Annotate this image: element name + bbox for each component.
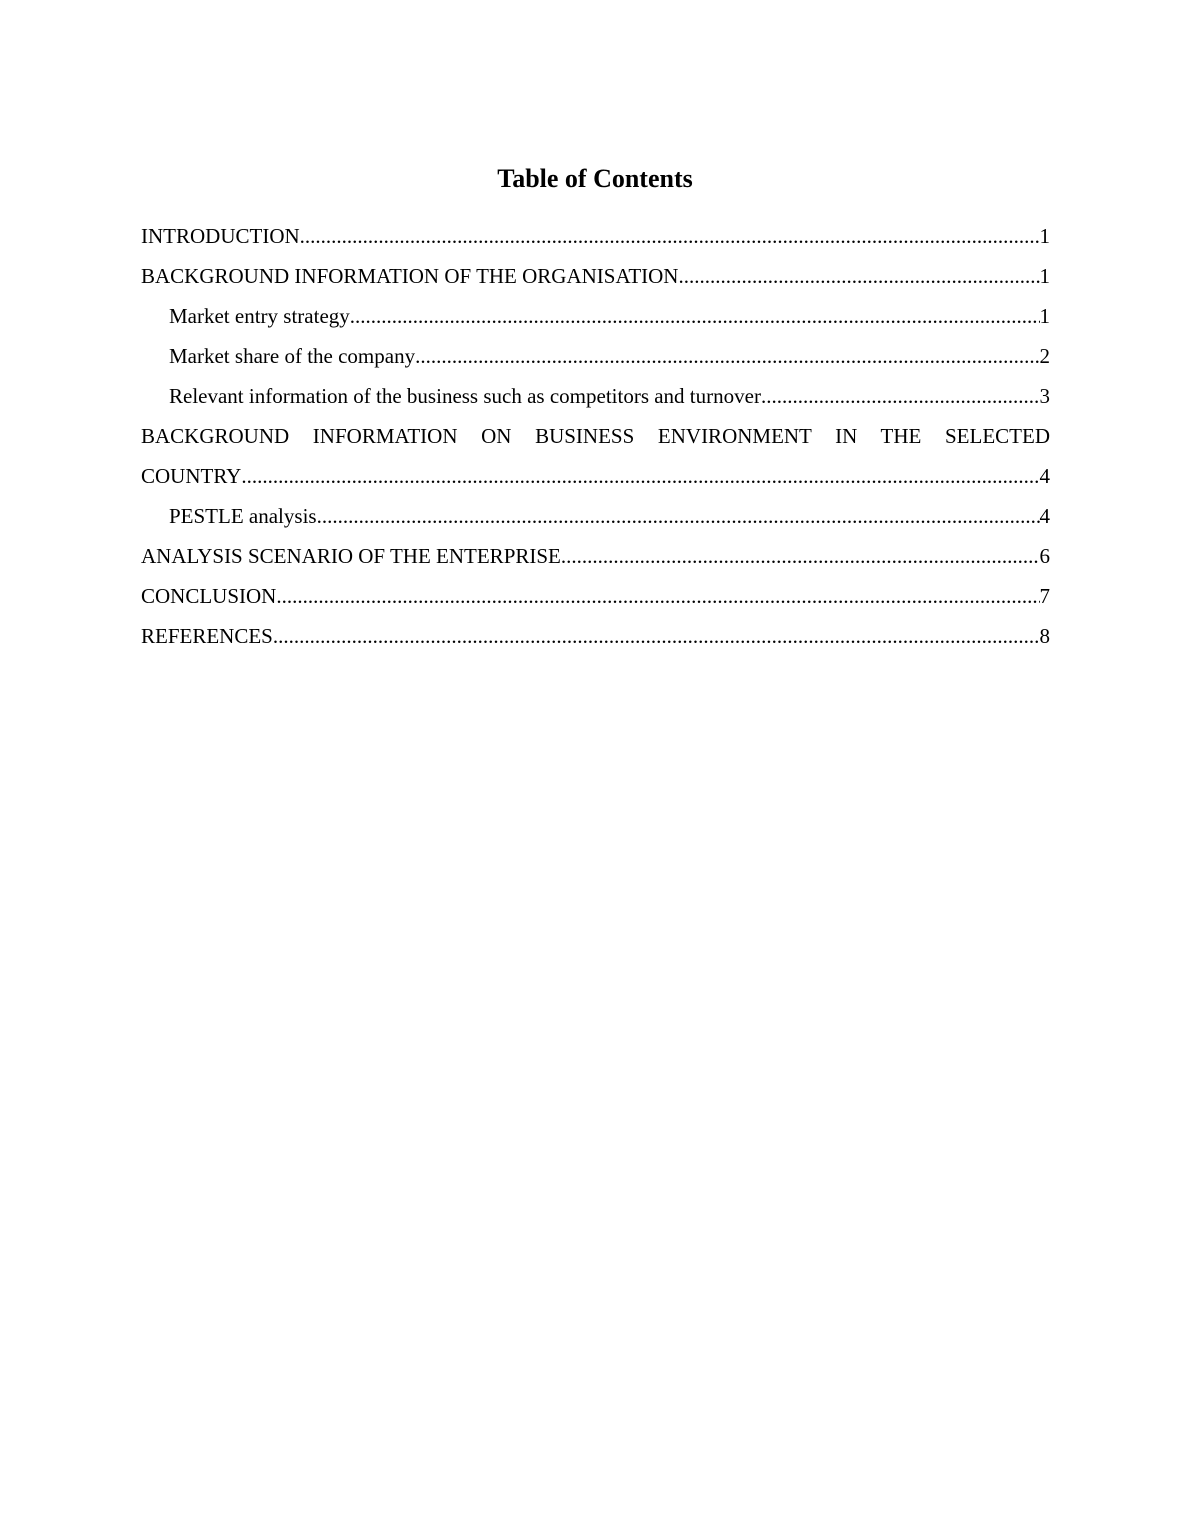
toc-entry-references[interactable] (141, 616, 1050, 656)
toc-entry-label: BACKGROUND INFORMATION ON BUSINESS ENVIRONMENT IN THE SELECTED (141, 424, 1050, 448)
toc-entry-label: BACKGROUND INFORMATION OF THE ORGANISATION (141, 264, 679, 288)
toc-page-number: 7 (1039, 584, 1050, 608)
toc-entry-label: INTRODUCTION (141, 224, 300, 248)
toc-entry-pestle-analysis[interactable] (141, 496, 1050, 536)
toc-entry-relevant-information[interactable] (141, 376, 1050, 416)
toc-entry-background-organisation[interactable] (141, 256, 1050, 296)
toc-page-number: 6 (1039, 544, 1050, 568)
toc-entry-label: COUNTRY (141, 464, 242, 488)
toc-entry-conclusion[interactable] (141, 576, 1050, 616)
toc-entry-business-environment-line1[interactable] (141, 416, 1050, 456)
toc-dot-leader (350, 296, 1040, 336)
toc-dot-leader (678, 256, 1039, 296)
toc-page-number: 4 (1039, 504, 1050, 528)
toc-page-number: 1 (1039, 304, 1050, 328)
toc-entry-business-environment-line2[interactable] (141, 456, 1050, 496)
toc-entry-label: Market share of the company (169, 344, 416, 368)
toc-dot-leader (273, 616, 1040, 656)
toc-page-number: 1 (1039, 264, 1050, 288)
toc-entry-label: Relevant information of the business such as competitors and turnover (169, 384, 761, 408)
toc-entry-analysis-scenario[interactable] (141, 536, 1050, 576)
toc-entry-market-share[interactable] (141, 336, 1050, 376)
toc-dot-leader (241, 456, 1039, 496)
toc-entry-market-entry-strategy[interactable] (141, 296, 1050, 336)
toc-dot-leader (415, 336, 1039, 376)
toc-page-number: 3 (1039, 384, 1050, 408)
toc-entry-label: ANALYSIS SCENARIO OF THE ENTERPRISE (141, 544, 561, 568)
toc-entry-label: PESTLE analysis (169, 504, 317, 528)
toc-entry-label: Market entry strategy (169, 304, 350, 328)
toc-dot-leader (276, 576, 1039, 616)
toc-dot-leader (317, 496, 1040, 536)
toc-dot-leader (561, 536, 1040, 576)
toc-title: Table of Contents (497, 164, 693, 193)
toc-dot-leader (761, 376, 1040, 416)
toc-page-number: 2 (1039, 344, 1050, 368)
toc-entry-label: CONCLUSION (141, 584, 277, 608)
toc-dot-leader (300, 216, 1040, 256)
toc-page-number: 4 (1039, 464, 1050, 488)
toc-page-number: 1 (1039, 224, 1050, 248)
toc-entry-introduction[interactable] (141, 216, 1050, 256)
toc-page-number: 8 (1039, 624, 1050, 648)
toc-list (141, 216, 1050, 656)
toc-entry-label: REFERENCES (141, 624, 273, 648)
